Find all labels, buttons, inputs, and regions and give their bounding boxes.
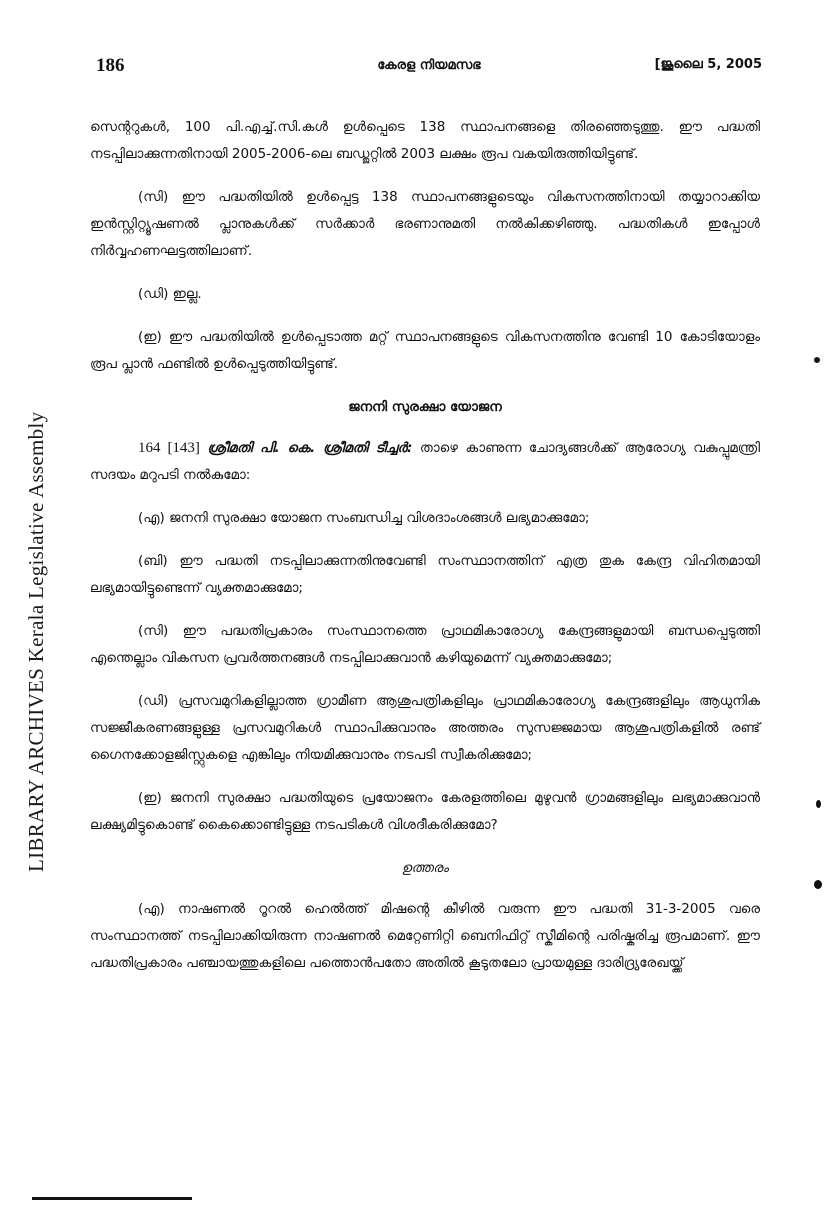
paragraph: സെന്ററുകൾ, 100 പി.എച്ച്.സി.കൾ ഉൾപ്പെടെ 138 സ്ഥാപനങ്ങളെ തിരഞ്ഞെടുത്തു. ഈ പദ്ധതി നടപ്പിലാക്കുന്നതിനായി 2005-2006-ലെ ബഡ്ജറ്റിൽ 2003 ലക്ഷം രൂപ വകയിരുത്തിയിട്ടുണ്ട്. [90, 119, 760, 162]
answer-heading: ഉത്തരം [401, 860, 449, 876]
question-text: താഴെ കാണുന്ന ചോദ്യങ്ങൾക്ക് ആരോഗ്യ വകുപ്പുമന്ത്രി സദയം മറുപടി നൽകുമോ: [90, 440, 760, 483]
running-title: കേരള നിയമസഭ [377, 58, 481, 73]
member-name: ശ്രീമതി പി. കെ. ശ്രീമതി ടീച്ചർ: [207, 440, 413, 456]
question-number: 164 [143] [138, 440, 200, 456]
question-part-e: (ഇ) ജനനി സുരക്ഷാ പദ്ധതിയുടെ പ്രയോജനം കേരളത്തിലെ മുഴുവൻ ഗ്രാമങ്ങളിലും ലഭ്യമാക്കുവാൻ ലക്ഷ്യമിട്ടുകൊണ്ട് കൈക്കൊണ്ടിട്ടുള്ള നടപടികൾ വിശദീകരിക്കുമോ? [90, 790, 760, 833]
page-number: 186 [96, 55, 125, 76]
scan-speck [814, 357, 820, 363]
body-text [90, 114, 760, 993]
answer-part-e: (ഇ) ഈ പദ്ധതിയിൽ ഉൾപ്പെടാത്ത മറ്റ് സ്ഥാപനങ്ങളുടെ വികസനത്തിനു വേണ്ടി 10 കോടിയോളം രൂപ പ്ലാൻ ഫണ്ടിൽ ഉൾപ്പെടുത്തിയിട്ടുണ്ട്. [90, 329, 760, 372]
header-date: [ജൂലൈ 5, 2005 [654, 57, 762, 72]
scan-speck [816, 800, 821, 808]
answer-part-c: (സി) ഈ പദ്ധതിയിൽ ഉൾപ്പെട്ട 138 സ്ഥാപനങ്ങളുടെയും വികസനത്തിനായി തയ്യാറാക്കിയ ഇൻസ്റ്റിറ്റ്യൂഷണൽ പ്ലാനുകൾക്ക് സർക്കാർ ഭരണാനുമതി നൽകിക്കഴിഞ്ഞു. പദ്ധതികൾ ഇപ്പോൾ നിർവ്വഹണഘട്ടത്തിലാണ്. [90, 189, 760, 259]
question-part-b: (ബി) ഈ പദ്ധതി നടപ്പിലാക്കുന്നതിനുവേണ്ടി സംസ്ഥാനത്തിന് എത്ര തുക കേന്ദ്ര വിഹിതമായി ലഭ്യമായിട്ടുണ്ടെന്ന് വ്യക്തമാക്കുമോ; [90, 553, 760, 596]
scan-speck [814, 880, 822, 889]
question-intro [90, 435, 760, 489]
archive-watermark: LIBRARY ARCHIVES Kerala Legislative Assembly [24, 411, 48, 872]
answer-paragraph: (എ) നാഷണൽ റൂറൽ ഹെൽത്ത് മിഷന്റെ കീഴിൽ വരുന്ന ഈ പദ്ധതി 31-3-2005 വരെ സംസ്ഥാനത്ത് നടപ്പിലാക്കിയിരുന്ന നാഷണൽ മെറ്റേണിറ്റി ബെനിഫിറ്റ് സ്കീമിന്റെ പരിഷ്കരിച്ച രൂപമാണ്. ഈ പദ്ധതിപ്രകാരം പഞ്ചായത്തുകളിലെ പത്തൊൻപതോ അതിൽ കൂടുതലോ പ്രായമുള്ള ദാരിദ്ര്യരേഖയ്ക്ക് [90, 901, 760, 971]
footer-rule [32, 1197, 192, 1200]
section-heading: ജനനി സുരക്ഷാ യോജന [348, 399, 502, 415]
question-part-c: (സി) ഈ പദ്ധതിപ്രകാരം സംസ്ഥാനത്തെ പ്രാഥമികാരോഗ്യ കേന്ദ്രങ്ങളുമായി ബന്ധപ്പെടുത്തി എന്തെല്ലാം വികസന പ്രവർത്തനങ്ങൾ നടപ്പിലാക്കുവാൻ കഴിയുമെന്ന് വ്യക്തമാക്കുമോ; [90, 623, 760, 666]
question-part-a: (എ) ജനനി സുരക്ഷാ യോജന സംബന്ധിച്ച വിശദാംശങ്ങൾ ലഭ്യമാക്കുമോ; [138, 510, 590, 526]
question-part-d: (ഡി) പ്രസവമുറികളില്ലാത്ത ഗ്രാമീണ ആശുപത്രികളിലും പ്രാഥമികാരോഗ്യ കേന്ദ്രങ്ങളിലും ആധുനിക സജ്ജീകരണങ്ങളുള്ള പ്രസവമുറികൾ സ്ഥാപിക്കുവാനും അത്തരം സുസജ്ജമായ ആശുപത്രികളിൽ രണ്ട് ഗൈനക്കോളജിസ്റ്റുകളെ എങ്കിലും നിയമിക്കുവാനും നടപടി സ്വീകരിക്കുമോ; [90, 693, 760, 763]
answer-part-d: (ഡി) ഇല്ല. [138, 286, 202, 302]
page-header [96, 55, 762, 85]
